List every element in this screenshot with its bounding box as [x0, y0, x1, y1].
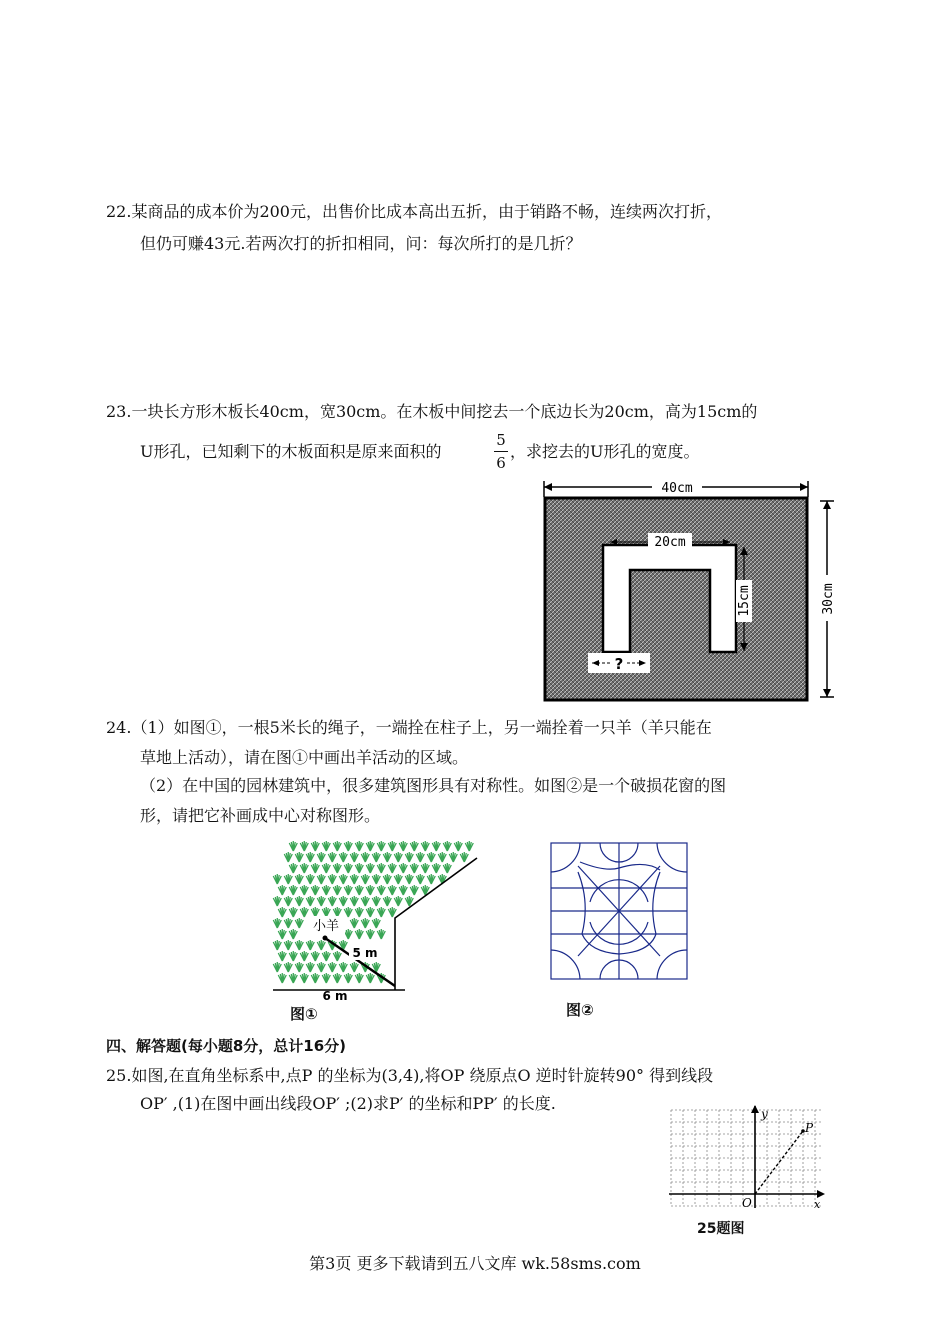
q25-line2: OP′ ,(1)在图中画出线段OP′ ;(2)求P′ 的坐标和PP′ 的长度.: [140, 1094, 556, 1113]
q22-line2: 但仍可赚43元.若两次打的折扣相同，问：每次所打的是几折？: [140, 234, 582, 253]
point-p-label: P: [805, 1121, 814, 1135]
q24-window-figure: [550, 842, 690, 982]
page-footer: 第3页 更多下载请到五八文库 wk.58sms.com: [309, 1254, 641, 1273]
q24-line4: 形，请把它补画成中心对称图形。: [140, 806, 381, 825]
q23-board-figure: [530, 475, 850, 710]
fig1-caption: 图①: [290, 1005, 318, 1023]
q23-line2b: ，求挖去的U形孔的宽度。: [510, 442, 700, 461]
q25-line1: 25.如图,在直角坐标系中,点P 的坐标为(3,4),将OP 绕原点O 逆时针旋转90° 得到线段: [106, 1066, 714, 1085]
q23-line1: 23.一块长方形木板长40cm，宽30cm。在木板中间挖去一个底边长为20cm，高为15cm的: [106, 402, 758, 421]
hole-depth-label: 15cm: [737, 585, 752, 617]
rope-label: 5 m: [352, 946, 378, 960]
fraction-numerator: 5: [496, 431, 506, 449]
q22-line1: 22.某商品的成本价为200元，出售价比成本高出五折，由于销路不畅，连续两次打折，: [106, 202, 722, 221]
axis-x-label: x: [814, 1198, 821, 1211]
base-label: 6 m: [322, 989, 348, 1000]
sheep-label: 小羊: [312, 919, 340, 934]
hole-base-label: 20cm: [654, 535, 686, 550]
grass-tuft: [289, 841, 297, 851]
grass-tuft: [465, 841, 473, 851]
q23-fraction: [494, 432, 508, 471]
fraction-denominator: 6: [496, 454, 506, 472]
axis-y-label: y: [761, 1107, 768, 1121]
board-height-label: 30cm: [821, 583, 836, 615]
fig2-caption: 图②: [566, 1001, 594, 1019]
unknown-width-label: ?: [614, 655, 624, 673]
origin-label: O: [742, 1196, 752, 1210]
q25-caption: 25题图: [697, 1221, 745, 1237]
q24-grass-figure: [255, 830, 500, 1000]
board-width-label: 40cm: [661, 481, 693, 496]
section-title: 四、解答题(每小题8分，总计16分): [106, 1037, 347, 1055]
q24-line1: 24.（1）如图①，一根5米长的绳子，一端拴在柱子上，另一端拴着一只羊（羊只能在: [106, 718, 712, 737]
q24-line2: 草地上活动），请在图①中画出羊活动的区域。: [140, 748, 469, 767]
q24-line3: （2）在中国的园林建筑中，很多建筑图形具有对称性。如图②是一个破损花窗的图: [140, 776, 727, 795]
q23-line2a: U形孔，已知剩下的木板面积是原来面积的: [140, 442, 442, 461]
q25-grid-figure: [665, 1104, 830, 1214]
